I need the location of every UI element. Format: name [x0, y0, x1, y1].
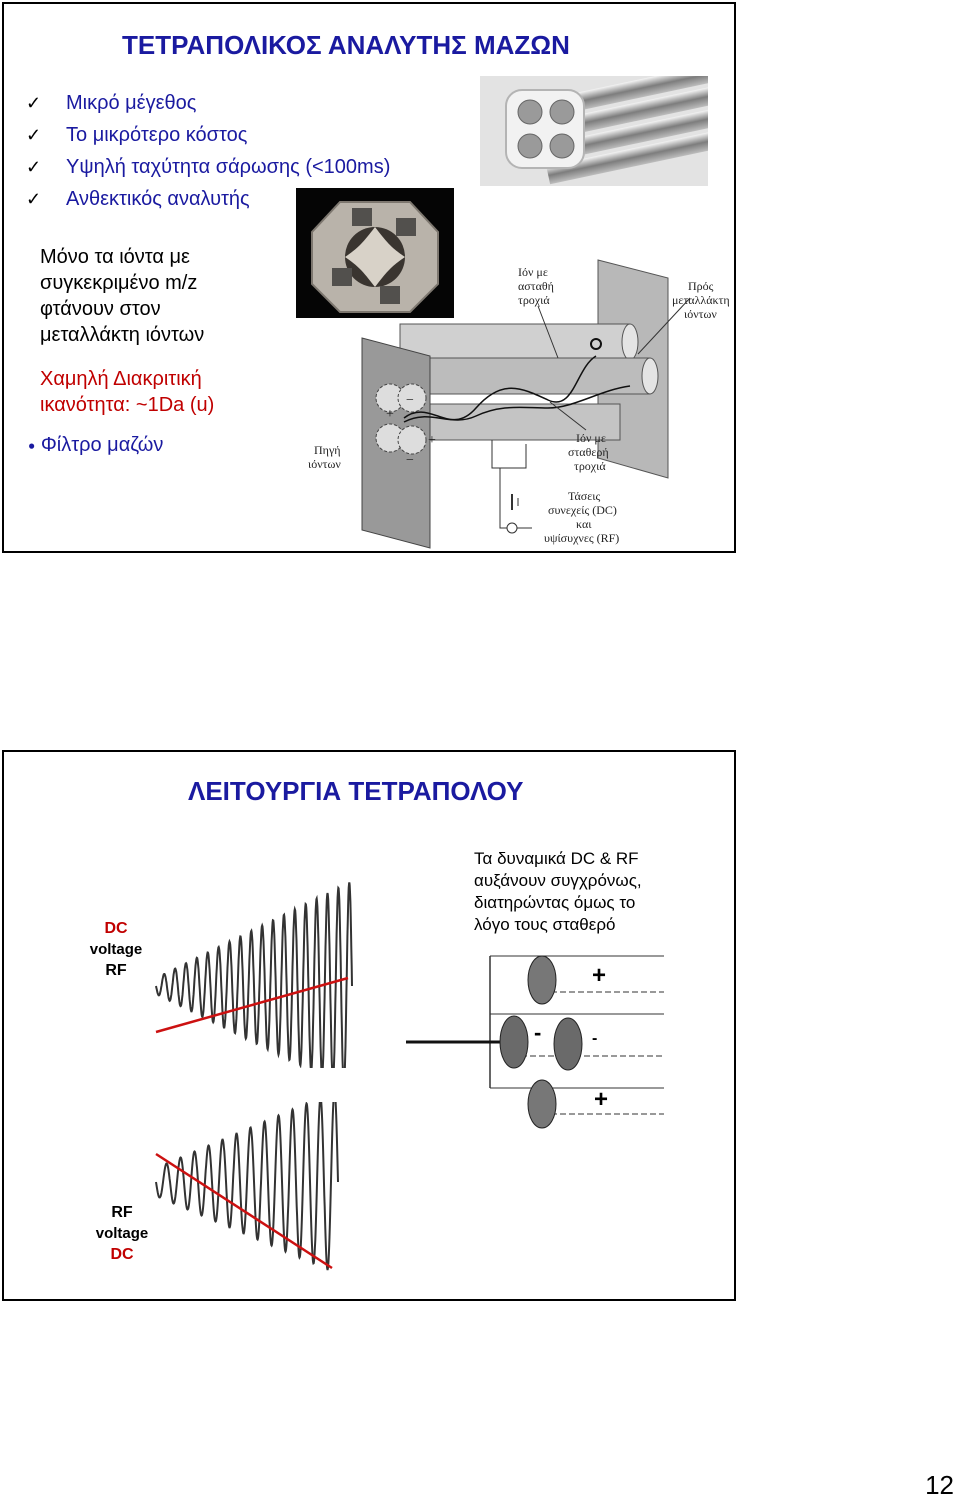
checkmark-icon: ✓	[26, 189, 42, 209]
feature-item: ✓ Το μικρότερο κόστος	[26, 124, 248, 146]
rod-minus-left: -	[534, 1020, 542, 1045]
slide-quadrupole-operation	[2, 750, 736, 1301]
checkmark-icon: ✓	[26, 125, 42, 145]
voltages-label: Τάσεις συνεχείς (DC) και υψίσυχνες (RF)	[544, 489, 620, 545]
page-number: 12	[925, 1470, 954, 1500]
slide1-title: ΤΕΤΡΑΠΟΛΙΚΟΣ ΑΝΑΛΥΤΗΣ ΜΑΖΩΝ	[122, 30, 570, 60]
resolution-note: Χαμηλή Διακριτική ικανότητα: ~1Da (u)	[40, 368, 215, 416]
slide-quadrupole-analyzer	[2, 2, 736, 553]
waveform-dc-rf-top	[152, 836, 402, 1068]
stable-ion-label: Ιόν με σταθερή τροχιά	[568, 431, 609, 473]
feature-item: ✓ Μικρό μέγεθος	[26, 92, 197, 114]
rf-waveform-trace	[156, 1102, 338, 1269]
dc-rf-ratio-label-bottom: RF voltage DC	[95, 1204, 149, 1263]
rod-plus-top: +	[592, 962, 607, 989]
dc-rf-description: Τα δυναμικά DC & RF αυξάνουν συγχρόνως, διατηρώντας όμως το λόγο τους σταθερό	[474, 849, 642, 934]
waveform-rf-dc-bottom	[152, 1102, 402, 1278]
checkmark-icon: ✓	[26, 93, 42, 113]
checkmark-icon: ✓	[26, 157, 42, 177]
detector-label: Πρός μεταλλάκτη ιόντων	[672, 279, 730, 321]
selectivity-description: Μόνο τα ιόντα με συγκεκριμένο m/z φτάνουν στον μεταλλάκτη ιόντων	[40, 246, 205, 346]
bullet-icon: ●	[28, 438, 36, 453]
rod-minus-sign: −	[406, 453, 414, 468]
ion-source-label: Πηγή ιόντων	[308, 443, 341, 471]
rod-plus-bottom: +	[594, 1086, 609, 1113]
dc-rf-ratio-label-top: DC voltage RF	[89, 920, 143, 979]
rod-plus-sign: +	[428, 433, 436, 448]
feature-item: ✓ Ανθεκτικός αναλυτής	[26, 188, 250, 210]
unstable-ion-label: Ιόν με ασταθή τροχιά	[518, 265, 554, 307]
quadrupole-schematic	[300, 258, 734, 550]
rf-waveform-trace	[156, 883, 352, 1069]
quadrupole-rods-photo	[480, 76, 708, 186]
rod-plus-sign: +	[386, 407, 394, 422]
mass-filter-bullet: ● Φίλτρο μαζών	[28, 434, 164, 456]
feature-item: ✓ Υψηλή ταχύτητα σάρωσης (<100ms)	[26, 156, 391, 178]
slide2-title: ΛΕΙΤΟΥΡΓΙΑ ΤΕΤΡΑΠΟΛΟΥ	[188, 776, 524, 806]
rod-minus-sign: −	[406, 393, 414, 408]
rod-minus-right: -	[592, 1030, 598, 1047]
